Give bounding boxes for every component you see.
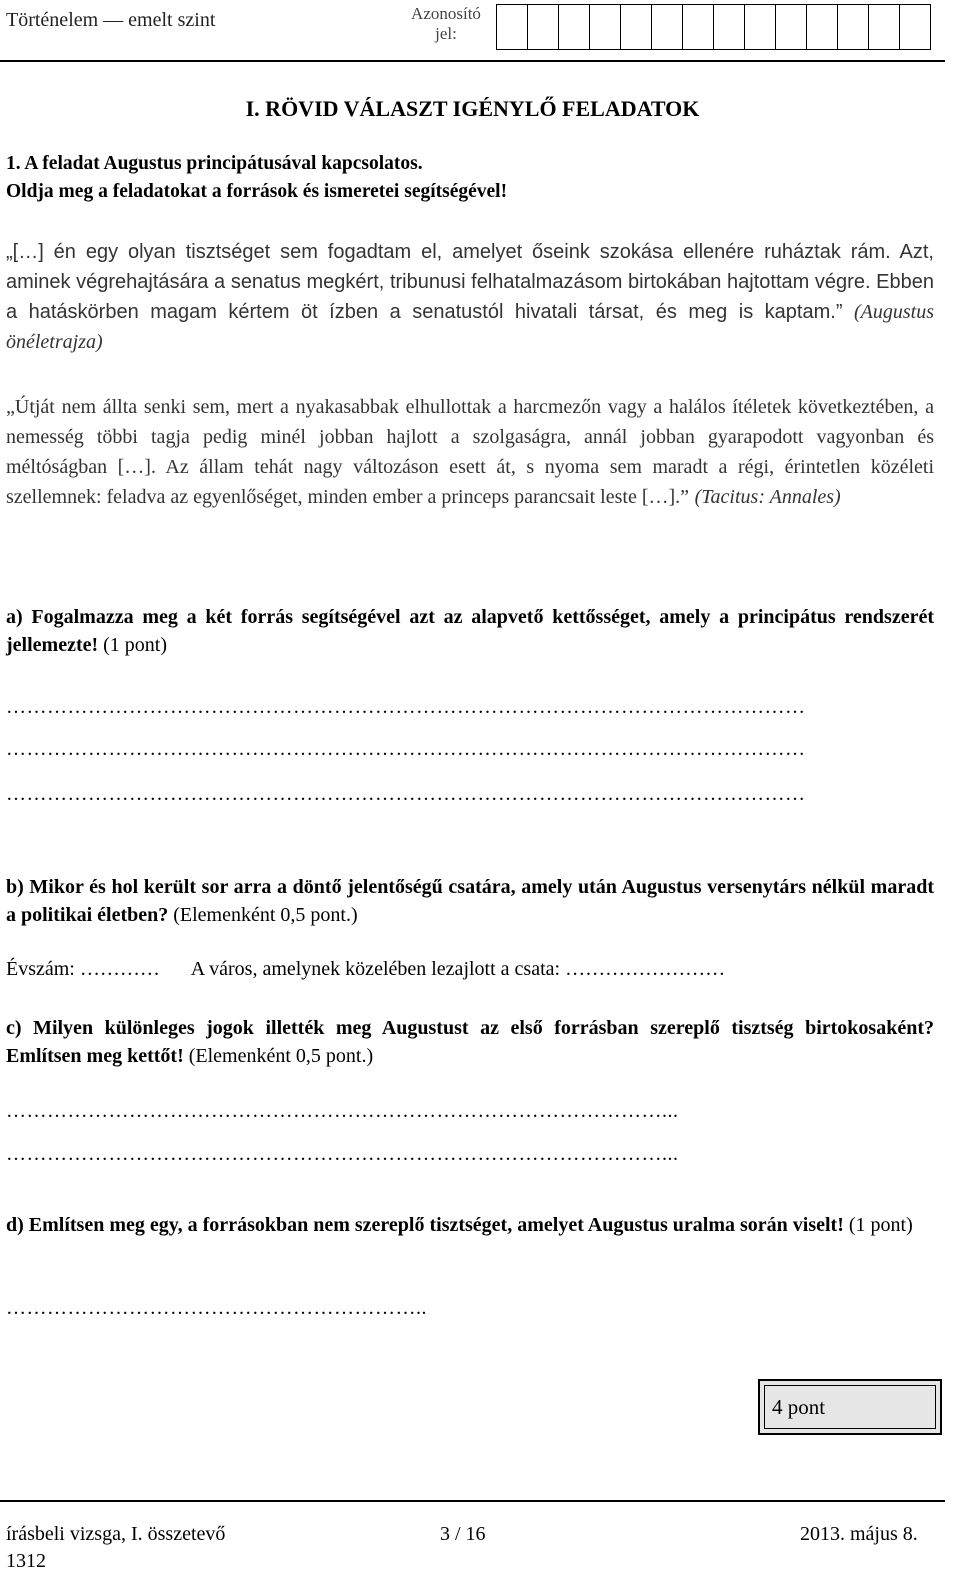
id-label: Azonosító jel: [411,4,481,43]
id-box[interactable] [837,4,869,50]
source-1-text: „[…] én egy olyan tisztséget sem fogadtam el, amelyet őseink szokása ellenére ruháztak rám. Azt, aminek végrehajtására a senatus megkért, tribunusi felhatalmazásom birtokában hajtottam végre. Ebben a hatáskörben magam kértem öt ízben a senatustól hivatali társat, és meg is kaptam.” [6,241,934,323]
id-box[interactable] [775,4,807,50]
answer-b-city[interactable]: A város, amelynek közelében lezajlott a csata: …………………… [190,958,726,980]
task-line-1: 1. A feladat Augustus principátusával kapcsolatos. [6,153,423,174]
id-box[interactable] [868,4,900,50]
score-label: 4 pont [772,1395,826,1419]
task-line-2: Oldja meg a feladatokat a források és ismeretei segítségével! [6,181,508,202]
question-a-points: (1 pont) [103,634,168,656]
id-box[interactable] [744,4,776,50]
id-box[interactable] [589,4,621,50]
answer-a-line-2[interactable]: ……………………………………………………………………………………………………… [6,738,806,760]
id-box[interactable] [558,4,590,50]
question-b-points: (Elemenként 0,5 pont.) [173,904,358,926]
header-subject: Történelem — emelt szint [6,9,216,31]
answer-b-year[interactable]: Évszám: ………… [6,958,160,980]
footer-exam: írásbeli vizsga, I. összetevő [6,1523,226,1545]
source-1 [6,237,934,357]
question-c [6,1014,934,1070]
source-2 [6,392,934,512]
answer-a-line-3[interactable]: ……………………………………………………………………………………………………… [6,783,806,805]
answer-c-line-2[interactable]: ……………………………………………………………………………………... [6,1143,679,1165]
question-d-points: (1 pont) [848,1214,913,1236]
answer-d-line-1[interactable]: …………………………………………………….. [6,1297,427,1319]
answer-a-line-1[interactable]: ……………………………………………………………………………………………………… [6,696,806,718]
id-box[interactable] [496,4,528,50]
footer-rule [0,1500,945,1502]
question-d [6,1211,934,1239]
footer-code: 1312 [6,1550,46,1572]
task-intro [6,150,936,206]
source-2-citation: (Tacitus: Annales) [694,486,841,508]
question-a [6,603,934,659]
question-c-text: c) Milyen különleges jogok illették meg Augustust az első forrásban szereplő tisztség birtokosaként? Említsen meg kettőt! [6,1017,934,1067]
question-d-text: d) Említsen meg egy, a forrásokban nem szereplő tisztséget, amelyet Augustus uralma során viselt! [6,1214,844,1236]
id-boxes [496,4,930,50]
question-a-text: a) Fogalmazza meg a két forrás segítségével azt az alapvető kettősséget, amely a principátus rendszerét jellemezte! [6,606,934,656]
section-title: I. RÖVID VÁLASZT IGÉNYLŐ FELADATOK [245,96,700,121]
id-box[interactable] [651,4,683,50]
answer-b-row [6,958,725,981]
id-box[interactable] [899,4,931,50]
id-box[interactable] [806,4,838,50]
footer-page: 3 / 16 [440,1523,486,1545]
question-c-points: (Elemenként 0,5 pont.) [188,1045,374,1067]
id-box[interactable] [713,4,745,50]
answer-c-line-1[interactable]: ……………………………………………………………………………………... [6,1100,679,1122]
source-2-text: „Útját nem állta senki sem, mert a nyakasabbak elhullottak a harcmezőn vagy a halálos ítéletek következtében, a nemesség többi tagja pedig minél jobban hajlott a szolgaságra, annál jobban gyarapodott vagyonban és méltóságban […]. Az állam tehát nagy változáson esett át, s nyoma sem maradt a régi, érintetlen közéleti szellemnek: feladva az egyenlőséget, minden ember a princeps parancsait leste […].” [6,396,934,508]
question-b [6,873,934,929]
id-box[interactable] [620,4,652,50]
source-1-citation: (Augustus önéletrajza) [6,301,934,353]
question-b-text: b) Mikor és hol került sor arra a döntő jelentőségű csatára, amely után Augustus versenytárs nélkül maradt a politikai életben? [6,876,934,926]
id-box[interactable] [682,4,714,50]
header-rule [0,60,945,62]
footer-date: 2013. május 8. [800,1523,918,1545]
id-box[interactable] [527,4,559,50]
